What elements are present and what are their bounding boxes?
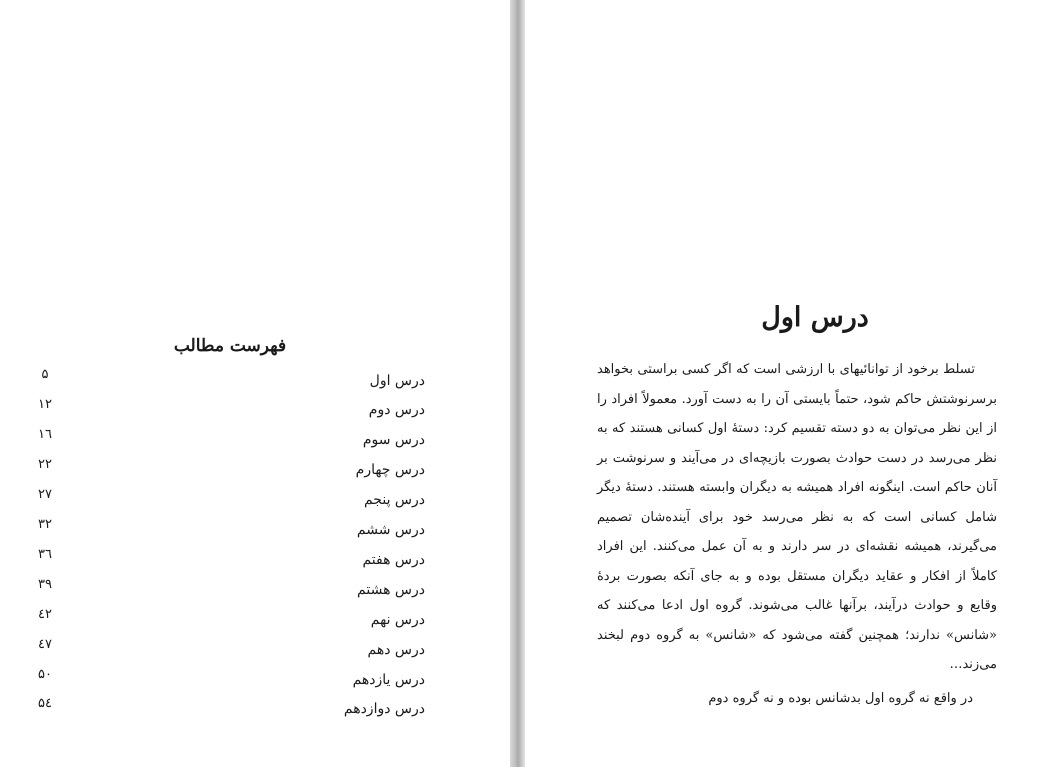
toc-entry-label: درس سوم (362, 432, 425, 448)
toc-entry-label: درس دهم (367, 642, 425, 658)
right-page-lesson-one (525, 0, 1045, 767)
toc-entry-label: درس دوازدهم (343, 701, 425, 717)
toc-entry-label: درس پنجم (363, 492, 425, 508)
toc-entry-label: درس نهم (370, 612, 425, 628)
toc-entry (0, 457, 511, 483)
toc-entry-label: درس دوم (368, 402, 425, 418)
toc-entry (0, 667, 511, 693)
toc-entry-label: درس اول (369, 373, 425, 389)
toc-entry-page: ۲۷ (38, 487, 52, 502)
toc-entry-label: درس ششم (356, 522, 425, 538)
toc-entry (0, 696, 511, 722)
lesson-paragraph: در واقع نه گروه اول بدشانس بوده و نه گروه دوم (708, 690, 973, 706)
toc-entry-page: ۵۰ (38, 667, 52, 682)
lesson-body (597, 355, 997, 713)
toc-entry-page: ۳۹ (38, 577, 52, 592)
toc-entry-page: ۳۲ (38, 517, 52, 532)
toc-entry (0, 427, 511, 453)
left-page-table-of-contents (0, 0, 511, 767)
toc-entry-label: درس چهارم (355, 462, 425, 478)
toc-entry (0, 487, 511, 513)
toc-title: فهرست مطالب (173, 336, 287, 356)
toc-entry (0, 577, 511, 603)
toc-entry (0, 517, 511, 543)
toc-entry-page: ٤۲ (38, 607, 52, 622)
book-spine-gutter (510, 0, 526, 767)
toc-entry-page: ۲۲ (38, 457, 52, 472)
toc-entry (0, 397, 511, 423)
toc-entry-label: درس یازدهم (352, 672, 425, 688)
lesson-title: درس اول (761, 302, 869, 333)
toc-entry-page: ۱۲ (38, 397, 52, 412)
toc-entry-page: ۳٦ (38, 547, 52, 562)
toc-entry (0, 607, 511, 633)
toc-entry (0, 368, 511, 394)
toc-entry-label: درس هفتم (362, 552, 425, 568)
toc-entry-label: درس هشتم (357, 582, 425, 598)
toc-entry (0, 637, 511, 663)
toc-entry-page: ٤۷ (38, 637, 52, 652)
lesson-paragraph: تسلط برخود از توانائیهای با ارزشی است که اگر کسی براستی بخواهد برسرنوشتش حاکم شود، حتماً بایستی آن را به دست آورد. معمولاً افراد را از این نظر می‌توان به دو دسته تقسیم کرد: دستهٔ اول کسانی هستند که به نظر می‌رسد در دست حوادث بصورت بازیچه‌ای در می‌آیند و سرنوشت بر آنان حاکم است. اینگونه افراد همیشه به دیگران وابسته هستند. دستهٔ دیگر شامل کسانی است که به نظر می‌رسد خود برای آینده‌شان تصمیم می‌گیرند، همیشه نقشه‌ای در سر دارند و به آن عمل می‌کنند. این افراد کاملاً از افکار و عقاید دیگران مستقل بوده و به جای آنکه بصورت بردهٔ وقایع و حوادث درآیند، برآنها غالب می‌شوند. گروه اول ادعا می‌کنند که «شانس» ندارند؛ همچنین گفته می‌شود که «شانس» به گروه دوم لبخند می‌زند… (597, 362, 997, 672)
toc-entry-page: ۵٤ (38, 696, 52, 711)
toc-entry-page: ۱٦ (38, 427, 52, 442)
toc-entry-page: ۵ (41, 367, 49, 382)
toc-entry (0, 547, 511, 573)
